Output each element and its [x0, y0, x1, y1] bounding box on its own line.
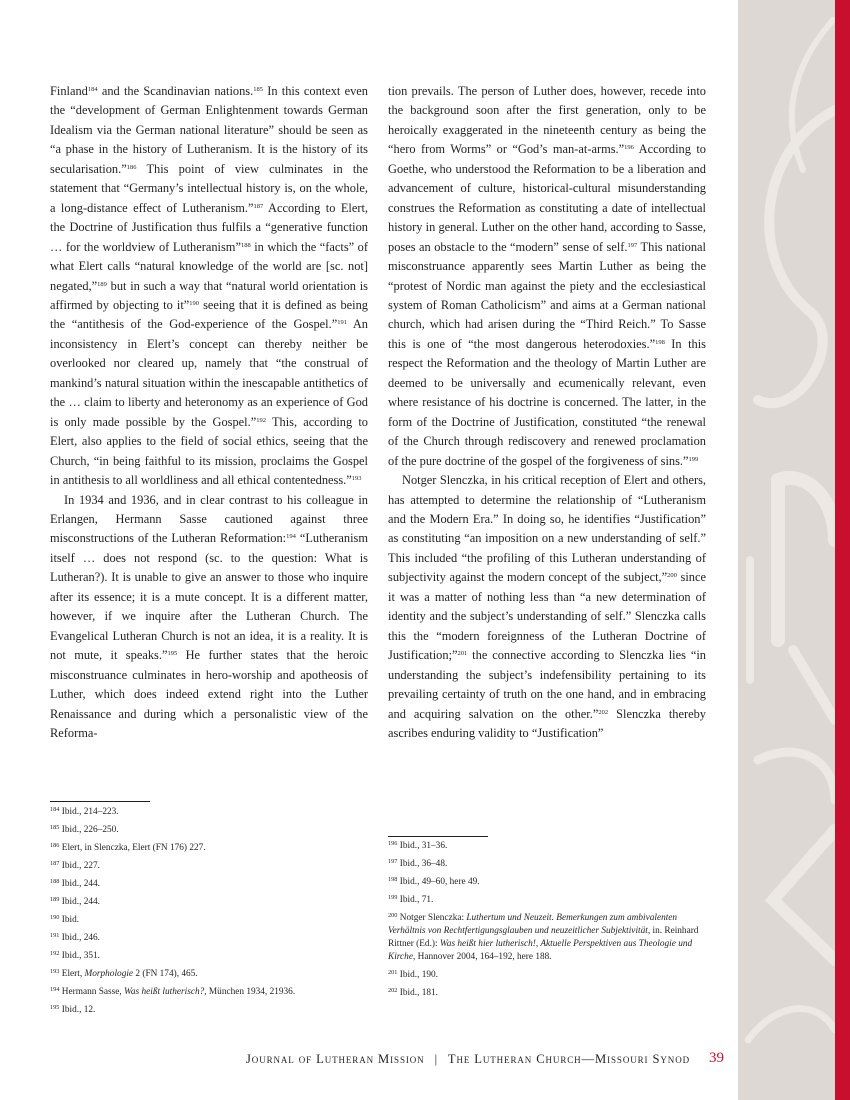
watermark-ornament: [738, 0, 835, 1100]
red-edge-stripe: [835, 0, 850, 1100]
footnotes-right: [388, 840, 710, 1005]
footnote: $^{194}$ Hermann Sasse, Was heißt lutherisch?, München 1934, 21936.: [50, 986, 296, 997]
footnote: $^{186}$ Elert, in Slenczka, Elert (FN 176) 227.: [50, 842, 206, 853]
footnote: $^{193}$ Elert, Morphologie 2 (FN 174), 465.: [50, 968, 198, 979]
page-number: 39: [709, 1050, 724, 1066]
publisher-name: The Lutheran Church—Missouri Synod: [447, 1052, 690, 1066]
body-paragraph: In 1934 and 1936, and in clear contrast to his colleague in Erlangen, Hermann Sasse cautioned against three misconstructions of the Lutheran Reformation:$^{194}$ “Lutheranism itself … does not respond (sc. to the question: What is Lutheran?). It is unable to give an answer to those who inquire after its essence; it is a mute concept. It is a different matter, however, if we inquire after the Lutheran Church. The Evangelical Lutheran Church is not an idea, it is a reality. It is not mute, it speaks.”$^{195}$ He further states that the heroic misconstruance culminates in hero-worship and apotheosis of Luther, which does indeed extend right into the Luther Renaissance and during which a personalistic view of the Reforma-: [50, 492, 369, 740]
footnote: $^{185}$ Ibid., 226–250.: [50, 824, 119, 835]
footnote: $^{198}$ Ibid., 49–60, here 49.: [388, 876, 480, 887]
running-footer: [200, 1052, 690, 1067]
footnote: $^{188}$ Ibid., 244.: [50, 878, 100, 889]
footnote: $^{200}$ Notger Slenczka: Luthertum und Neuzeit. Bemerkungen zum ambivalenten Verhältnis von Rechtfertigungsglauben und neuzeitlicher Subjektivität, in. Reinhard Rittner (Ed.): Was heißt hier lutherisch!, Aktuelle Perspektiven aus Theologie und Kirche, Hannover 2004, 164–192, here 188.: [388, 912, 699, 962]
footnote: $^{191}$ Ibid., 246.: [50, 932, 100, 943]
body-column-right: [388, 82, 706, 743]
body-paragraph: tion prevails. The person of Luther does, however, recede into the background soon after the first generation, only to be heroically exaggerated in the nineteenth century as being the “hero from Worms” or “God’s man-at-arms.”$^{196}$ According to Goethe, who understood the Reformation to be a liberation and advancement of culture, historical-cultural misunderstanding construes the Reformation as constituting a date of intellectual history in general. Luther on the other hand, according to Sasse, poses an obstacle to the “modern” sense of self.$^{197}$ This national misconstruance apparently sees Martin Luther as being the “protest of Nordic man against the piety and the ecclesiastical system of Roman Catholicism” and aims at a German national church, which had arisen during the “Third Reich.” To Sasse this is one of “the most dangerous heterodoxies.”$^{198}$ In this respect the Reformation and the theology of Martin Luther are deemed to be universally and ecumenically relevant, even where resistance of his doctrine is concerned. The latter, in the form of the Doctrine of Justification, constituted “the renewal of the Church through rediscovery and renewed proclamation of the pure doctrine of the gospel of the forgiveness of sins.”$^{199}$: [388, 84, 706, 468]
footnote-rule-right: [388, 836, 488, 837]
footnote: $^{187}$ Ibid., 227.: [50, 860, 100, 871]
decorative-side-band: [738, 0, 835, 1100]
footnote: $^{190}$ Ibid.: [50, 914, 80, 925]
footer-separator: |: [434, 1052, 439, 1066]
body-paragraph: Notger Slenczka, in his critical reception of Elert and others, has attempted to determine the relationship of “Lutheranism and the Modern Era.” In doing so, he identifies “Justification” as constituting “an imposition on a new understanding of self.” This included “the profiling of this Lutheran understanding of subjectivity against the modern concept of the subject,”$^{200}$ since it was a matter of nothing less than “a new determination of identity and the subject’s understanding of self.” Slenczka calls this the “modern foreignness of the Lutheran Doctrine of Justification;”$^{201}$ the connective according to Slenczka lies “in understanding the subject’s indefensibility pertaining to its prevailing certainty of truth on the one hand, and in embracing and acquiring salvation on the other.”$^{202}$ Slenczka thereby ascribes enduring validity to “Justification”: [388, 473, 706, 740]
footnote: $^{197}$ Ibid., 36–48.: [388, 858, 448, 869]
footnote-rule-left: [50, 801, 150, 802]
footnote: $^{184}$ Ibid., 214–223.: [50, 806, 119, 817]
body-column-left: [50, 82, 368, 743]
footnote: $^{201}$ Ibid., 190.: [388, 969, 438, 980]
footnote: $^{195}$ Ibid., 12.: [50, 1004, 96, 1015]
journal-title: Journal of Lutheran Mission: [246, 1052, 425, 1066]
body-paragraph: Finland$^{184}$ and the Scandinavian nations.$^{185}$ In this context even the “development of German Enlightenment towards German Idealism via the German national literature” should be seen as “a phase in the history of Lutheranism. It is the history of its secularisation.”$^{186}$ This point of view culminates in the statement that “Germany’s intellectual history is, on the whole, a long-distance effect of Lutheranism.”$^{187}$ According to Elert, the Doctrine of Justification thus fulfils a “generative function … for the worldview of Lutheranism”$^{188}$ in which the “facts” of what Elert calls “natural knowledge of the world are [sc. not] negated,”$^{189}$ but in such a way that “natural world orientation is affirmed by objecting to it”$^{190}$ seeing that it is defined as being the “antithesis of the God-experience of the Gospel.”$^{191}$ An inconsistency in Elert’s concept can thereby neither be overlooked nor cleared up, namely that “the construal of mankind’s natural situation within the inescapable antithetics of the … claim to liberty and heteronomy as an experience of God is only made possible by the Gospel.”$^{192}$ This, according to Elert, also applies to the field of social ethics, seeing that the Church, “in being faithful to its mission, proclaims the Gospel in antithesis to all worldliness and all ethical contentedness.”$^{193}$: [50, 84, 369, 488]
footnotes-left: [50, 806, 372, 1022]
footnote: $^{196}$ Ibid., 31–36.: [388, 840, 448, 851]
footnote: $^{199}$ Ibid., 71.: [388, 894, 434, 905]
footnote: $^{192}$ Ibid., 351.: [50, 950, 100, 961]
footnote: $^{202}$ Ibid., 181.: [388, 987, 438, 998]
footnote: $^{189}$ Ibid., 244.: [50, 896, 100, 907]
